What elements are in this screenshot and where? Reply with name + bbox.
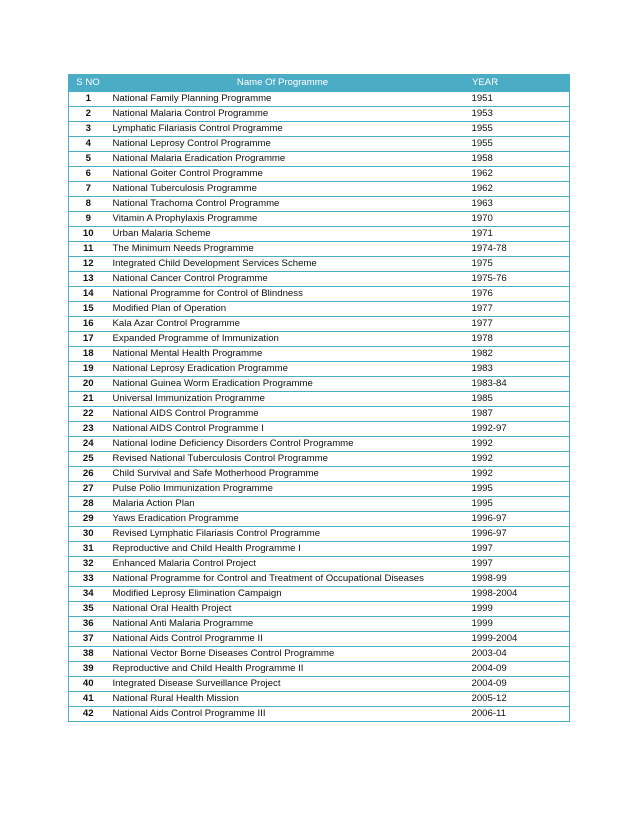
- row-year: 2003-04: [458, 647, 570, 662]
- row-sno: 35: [69, 602, 108, 617]
- row-sno: 12: [69, 257, 108, 272]
- table-row: [69, 287, 570, 302]
- row-year: 1992-97: [458, 422, 570, 437]
- table-header-row: [69, 75, 570, 92]
- row-sno: 38: [69, 647, 108, 662]
- row-year: 1977: [458, 317, 570, 332]
- row-programme-name: Modified Leprosy Elimination Campaign: [108, 587, 458, 602]
- row-sno: 34: [69, 587, 108, 602]
- row-programme-name: Integrated Disease Surveillance Project: [108, 677, 458, 692]
- row-year: 1971: [458, 227, 570, 242]
- table-row: [69, 617, 570, 632]
- row-year: 1976: [458, 287, 570, 302]
- row-programme-name: Pulse Polio Immunization Programme: [108, 482, 458, 497]
- table-row: [69, 497, 570, 512]
- row-programme-name: National Trachoma Control Programme: [108, 197, 458, 212]
- row-programme-name: National Oral Health Project: [108, 602, 458, 617]
- table-row: [69, 272, 570, 287]
- row-programme-name: Urban Malaria Scheme: [108, 227, 458, 242]
- row-programme-name: National Leprosy Eradication Programme: [108, 362, 458, 377]
- table-row: [69, 602, 570, 617]
- header-year: YEAR: [458, 75, 570, 92]
- header-name: Name Of Programme: [108, 75, 458, 92]
- row-year: 1953: [458, 107, 570, 122]
- row-year: 1992: [458, 467, 570, 482]
- row-programme-name: Reproductive and Child Health Programme II: [108, 662, 458, 677]
- row-programme-name: Expanded Programme of Immunization: [108, 332, 458, 347]
- programme-table: [68, 74, 570, 722]
- row-sno: 26: [69, 467, 108, 482]
- row-sno: 25: [69, 452, 108, 467]
- row-sno: 20: [69, 377, 108, 392]
- table-row: [69, 317, 570, 332]
- table-row: [69, 662, 570, 677]
- row-programme-name: National Malaria Eradication Programme: [108, 152, 458, 167]
- row-year: 1995: [458, 482, 570, 497]
- row-programme-name: Universal Immunization Programme: [108, 392, 458, 407]
- table-row: [69, 422, 570, 437]
- row-sno: 10: [69, 227, 108, 242]
- row-sno: 32: [69, 557, 108, 572]
- row-sno: 29: [69, 512, 108, 527]
- row-sno: 19: [69, 362, 108, 377]
- row-sno: 39: [69, 662, 108, 677]
- row-programme-name: Reproductive and Child Health Programme I: [108, 542, 458, 557]
- row-year: 1997: [458, 542, 570, 557]
- row-sno: 3: [69, 122, 108, 137]
- table-row: [69, 632, 570, 647]
- row-sno: 18: [69, 347, 108, 362]
- row-programme-name: National AIDS Control Programme: [108, 407, 458, 422]
- row-year: 1955: [458, 137, 570, 152]
- row-year: 1998-2004: [458, 587, 570, 602]
- table-row: [69, 347, 570, 362]
- row-year: 1998-99: [458, 572, 570, 587]
- table-row: [69, 392, 570, 407]
- row-sno: 1: [69, 92, 108, 107]
- row-programme-name: National Mental Health Programme: [108, 347, 458, 362]
- row-programme-name: National Programme for Control and Treatment of Occupational Diseases: [108, 572, 458, 587]
- row-sno: 24: [69, 437, 108, 452]
- row-sno: 37: [69, 632, 108, 647]
- table-row: [69, 692, 570, 707]
- table-row: [69, 542, 570, 557]
- row-year: 1962: [458, 167, 570, 182]
- row-year: 2004-09: [458, 662, 570, 677]
- row-year: 1996-97: [458, 512, 570, 527]
- row-programme-name: National Iodine Deficiency Disorders Control Programme: [108, 437, 458, 452]
- row-programme-name: Child Survival and Safe Motherhood Programme: [108, 467, 458, 482]
- row-sno: 4: [69, 137, 108, 152]
- table-row: [69, 137, 570, 152]
- row-sno: 27: [69, 482, 108, 497]
- row-year: 1983: [458, 362, 570, 377]
- row-sno: 40: [69, 677, 108, 692]
- row-programme-name: National Guinea Worm Eradication Programme: [108, 377, 458, 392]
- row-sno: 31: [69, 542, 108, 557]
- table-row: [69, 122, 570, 137]
- row-year: 2004-09: [458, 677, 570, 692]
- row-sno: 16: [69, 317, 108, 332]
- row-programme-name: National Malaria Control Programme: [108, 107, 458, 122]
- table-body: [69, 92, 570, 722]
- row-year: 1995: [458, 497, 570, 512]
- row-year: 1955: [458, 122, 570, 137]
- row-year: 1975: [458, 257, 570, 272]
- row-programme-name: Revised National Tuberculosis Control Programme: [108, 452, 458, 467]
- row-sno: 11: [69, 242, 108, 257]
- row-programme-name: National Anti Malaria Programme: [108, 617, 458, 632]
- table-row: [69, 707, 570, 722]
- row-sno: 23: [69, 422, 108, 437]
- row-sno: 8: [69, 197, 108, 212]
- table-row: [69, 677, 570, 692]
- table-row: [69, 407, 570, 422]
- row-year: 1997: [458, 557, 570, 572]
- row-programme-name: National Leprosy Control Programme: [108, 137, 458, 152]
- row-year: 1992: [458, 452, 570, 467]
- row-programme-name: Malaria Action Plan: [108, 497, 458, 512]
- table-row: [69, 227, 570, 242]
- table-row: [69, 647, 570, 662]
- table-row: [69, 197, 570, 212]
- row-sno: 7: [69, 182, 108, 197]
- row-year: 1983-84: [458, 377, 570, 392]
- table-row: [69, 437, 570, 452]
- row-sno: 14: [69, 287, 108, 302]
- row-sno: 28: [69, 497, 108, 512]
- row-programme-name: The Minimum Needs Programme: [108, 242, 458, 257]
- table-row: [69, 587, 570, 602]
- table-row: [69, 167, 570, 182]
- row-year: 1987: [458, 407, 570, 422]
- row-programme-name: National Rural Health Mission: [108, 692, 458, 707]
- row-year: 1999-2004: [458, 632, 570, 647]
- row-programme-name: National Vector Borne Diseases Control Programme: [108, 647, 458, 662]
- row-sno: 5: [69, 152, 108, 167]
- table-row: [69, 332, 570, 347]
- header-sno: S NO: [69, 75, 108, 92]
- row-sno: 33: [69, 572, 108, 587]
- table-row: [69, 452, 570, 467]
- row-year: 1975-76: [458, 272, 570, 287]
- row-sno: 36: [69, 617, 108, 632]
- table-row: [69, 212, 570, 227]
- row-year: 1982: [458, 347, 570, 362]
- table-row: [69, 572, 570, 587]
- row-programme-name: National AIDS Control Programme I: [108, 422, 458, 437]
- row-sno: 15: [69, 302, 108, 317]
- row-programme-name: National Cancer Control Programme: [108, 272, 458, 287]
- row-programme-name: Kala Azar Control Programme: [108, 317, 458, 332]
- row-sno: 2: [69, 107, 108, 122]
- table-row: [69, 182, 570, 197]
- row-sno: 41: [69, 692, 108, 707]
- row-programme-name: National Aids Control Programme III: [108, 707, 458, 722]
- row-year: 1951: [458, 92, 570, 107]
- row-sno: 42: [69, 707, 108, 722]
- row-programme-name: Revised Lymphatic Filariasis Control Programme: [108, 527, 458, 542]
- row-year: 1992: [458, 437, 570, 452]
- table-row: [69, 107, 570, 122]
- row-year: 2005-12: [458, 692, 570, 707]
- row-year: 1977: [458, 302, 570, 317]
- table-row: [69, 527, 570, 542]
- row-year: 1962: [458, 182, 570, 197]
- table-row: [69, 467, 570, 482]
- row-sno: 21: [69, 392, 108, 407]
- table-row: [69, 257, 570, 272]
- table-row: [69, 362, 570, 377]
- row-sno: 30: [69, 527, 108, 542]
- table-row: [69, 377, 570, 392]
- row-programme-name: National Tuberculosis Programme: [108, 182, 458, 197]
- row-year: 1958: [458, 152, 570, 167]
- table-row: [69, 482, 570, 497]
- table-row: [69, 302, 570, 317]
- row-programme-name: National Aids Control Programme II: [108, 632, 458, 647]
- row-year: 1985: [458, 392, 570, 407]
- table-row: [69, 242, 570, 257]
- row-sno: 6: [69, 167, 108, 182]
- row-year: 1999: [458, 617, 570, 632]
- row-year: 1978: [458, 332, 570, 347]
- row-year: 2006-11: [458, 707, 570, 722]
- row-programme-name: Modified Plan of Operation: [108, 302, 458, 317]
- row-programme-name: National Programme for Control of Blindness: [108, 287, 458, 302]
- row-programme-name: Yaws Eradication Programme: [108, 512, 458, 527]
- table-row: [69, 152, 570, 167]
- row-programme-name: National Goiter Control Programme: [108, 167, 458, 182]
- row-sno: 13: [69, 272, 108, 287]
- row-programme-name: Vitamin A Prophylaxis Programme: [108, 212, 458, 227]
- row-year: 1999: [458, 602, 570, 617]
- row-sno: 22: [69, 407, 108, 422]
- row-year: 1970: [458, 212, 570, 227]
- row-programme-name: Enhanced Malaria Control Project: [108, 557, 458, 572]
- table-row: [69, 92, 570, 107]
- row-sno: 9: [69, 212, 108, 227]
- row-year: 1963: [458, 197, 570, 212]
- row-programme-name: National Family Planning Programme: [108, 92, 458, 107]
- table-row: [69, 512, 570, 527]
- row-sno: 17: [69, 332, 108, 347]
- row-programme-name: Lymphatic Filariasis Control Programme: [108, 122, 458, 137]
- row-programme-name: Integrated Child Development Services Scheme: [108, 257, 458, 272]
- row-year: 1974-78: [458, 242, 570, 257]
- table-row: [69, 557, 570, 572]
- row-year: 1996-97: [458, 527, 570, 542]
